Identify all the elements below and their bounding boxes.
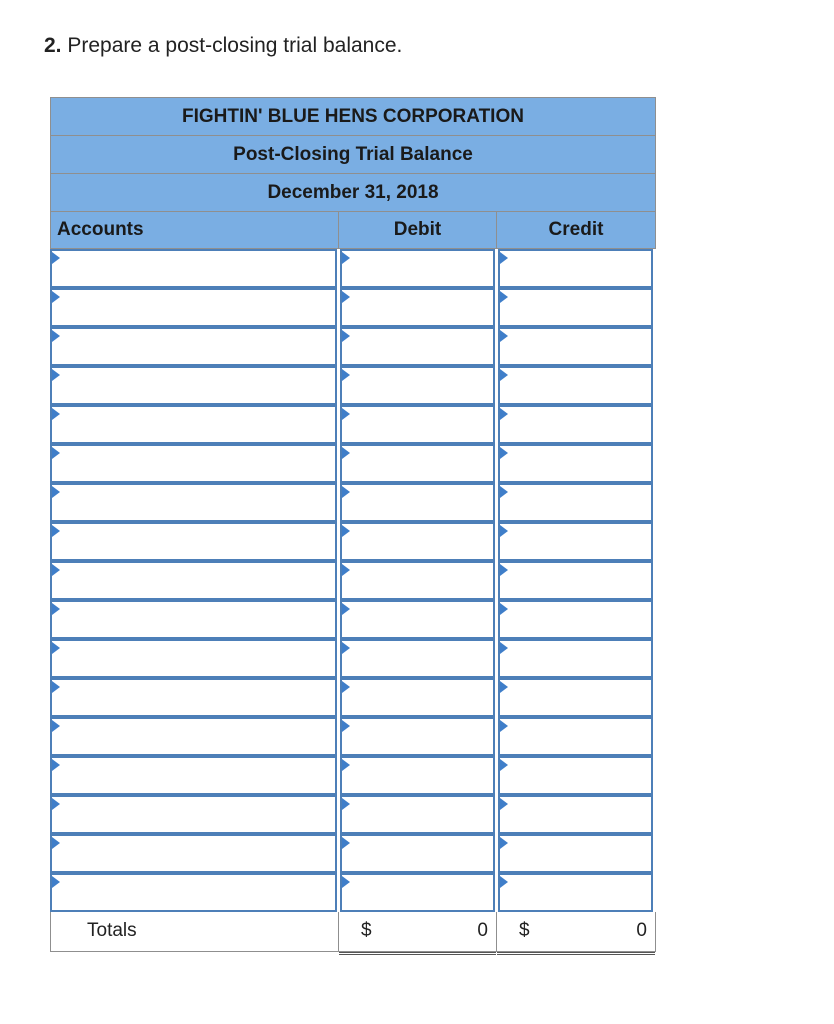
account-input[interactable] bbox=[52, 797, 335, 832]
account-input[interactable] bbox=[52, 680, 335, 715]
entry-row bbox=[50, 483, 656, 522]
credit-input-cell bbox=[498, 873, 653, 912]
entry-rows bbox=[50, 249, 656, 912]
entry-row bbox=[50, 834, 656, 873]
credit-input[interactable] bbox=[500, 641, 651, 676]
account-input-cell bbox=[50, 873, 337, 912]
debit-input[interactable] bbox=[342, 758, 493, 793]
credit-input-cell bbox=[498, 717, 653, 756]
account-input-cell bbox=[50, 834, 337, 873]
credit-input[interactable] bbox=[500, 680, 651, 715]
credit-input-cell bbox=[498, 639, 653, 678]
account-input[interactable] bbox=[52, 407, 335, 442]
entry-row bbox=[50, 405, 656, 444]
entry-row bbox=[50, 717, 656, 756]
debit-input-cell bbox=[340, 756, 495, 795]
entry-row bbox=[50, 678, 656, 717]
company-name: FIGHTIN' BLUE HENS CORPORATION bbox=[50, 97, 656, 135]
credit-input[interactable] bbox=[500, 329, 651, 364]
debit-input-cell bbox=[340, 483, 495, 522]
account-input-cell bbox=[50, 717, 337, 756]
credit-column-header: Credit bbox=[548, 219, 604, 240]
credit-input-cell bbox=[498, 678, 653, 717]
account-input[interactable] bbox=[52, 641, 335, 676]
totals-row bbox=[50, 912, 656, 952]
account-input-cell bbox=[50, 561, 337, 600]
debit-input-cell bbox=[340, 678, 495, 717]
account-input-cell bbox=[50, 405, 337, 444]
debit-input-cell bbox=[340, 600, 495, 639]
account-input-cell bbox=[50, 756, 337, 795]
credit-input-cell bbox=[498, 405, 653, 444]
account-input[interactable] bbox=[52, 758, 335, 793]
accounts-column-header: Accounts bbox=[51, 212, 339, 248]
account-input-cell bbox=[50, 678, 337, 717]
debit-input-cell bbox=[340, 795, 495, 834]
entry-row bbox=[50, 366, 656, 405]
credit-input[interactable] bbox=[500, 719, 651, 754]
account-input[interactable] bbox=[52, 524, 335, 559]
credit-total-cell bbox=[497, 912, 655, 951]
credit-input-cell bbox=[498, 288, 653, 327]
debit-input-cell bbox=[340, 639, 495, 678]
entry-row bbox=[50, 873, 656, 912]
account-input[interactable] bbox=[52, 719, 335, 754]
debit-input-cell bbox=[340, 327, 495, 366]
account-input[interactable] bbox=[52, 875, 335, 910]
debit-total-currency: $ bbox=[361, 920, 372, 941]
debit-input[interactable] bbox=[342, 290, 493, 325]
credit-input[interactable] bbox=[500, 758, 651, 793]
debit-input[interactable] bbox=[342, 563, 493, 598]
debit-input-cell bbox=[340, 717, 495, 756]
credit-input[interactable] bbox=[500, 797, 651, 832]
account-input-cell bbox=[50, 795, 337, 834]
entry-row bbox=[50, 600, 656, 639]
account-input-cell bbox=[50, 327, 337, 366]
column-header-row bbox=[50, 211, 656, 249]
debit-input[interactable] bbox=[342, 329, 493, 364]
entry-row bbox=[50, 249, 656, 288]
statement-title: Post-Closing Trial Balance bbox=[50, 135, 656, 173]
account-input[interactable] bbox=[52, 563, 335, 598]
credit-input-cell bbox=[498, 483, 653, 522]
entry-row bbox=[50, 561, 656, 600]
account-input-cell bbox=[50, 639, 337, 678]
debit-input[interactable] bbox=[342, 485, 493, 520]
credit-input-cell bbox=[498, 444, 653, 483]
credit-input-cell bbox=[498, 756, 653, 795]
debit-input[interactable] bbox=[342, 680, 493, 715]
account-input-cell bbox=[50, 444, 337, 483]
account-input-cell bbox=[50, 288, 337, 327]
account-input[interactable] bbox=[52, 602, 335, 637]
debit-input[interactable] bbox=[342, 797, 493, 832]
account-input[interactable] bbox=[52, 446, 335, 481]
account-input[interactable] bbox=[52, 368, 335, 403]
credit-input-cell bbox=[498, 327, 653, 366]
credit-input-cell bbox=[498, 522, 653, 561]
credit-input[interactable] bbox=[500, 446, 651, 481]
debit-input[interactable] bbox=[342, 251, 493, 286]
entry-row bbox=[50, 639, 656, 678]
debit-input-cell bbox=[340, 561, 495, 600]
credit-total-value: 0 bbox=[636, 920, 647, 941]
credit-input-cell bbox=[498, 249, 653, 288]
debit-input-cell bbox=[340, 873, 495, 912]
debit-input-cell bbox=[340, 444, 495, 483]
credit-double-underline bbox=[497, 952, 655, 955]
account-input-cell bbox=[50, 483, 337, 522]
entry-row bbox=[50, 795, 656, 834]
trial-balance-worksheet bbox=[50, 97, 656, 952]
account-input[interactable] bbox=[52, 836, 335, 871]
credit-input-cell bbox=[498, 366, 653, 405]
question-number: 2. bbox=[44, 34, 62, 57]
account-input[interactable] bbox=[52, 485, 335, 520]
credit-input[interactable] bbox=[500, 875, 651, 910]
credit-input[interactable] bbox=[500, 368, 651, 403]
credit-input[interactable] bbox=[500, 836, 651, 871]
debit-input[interactable] bbox=[342, 524, 493, 559]
debit-input[interactable] bbox=[342, 446, 493, 481]
debit-input-cell bbox=[340, 288, 495, 327]
credit-input[interactable] bbox=[500, 251, 651, 286]
credit-input[interactable] bbox=[500, 602, 651, 637]
credit-input-cell bbox=[498, 561, 653, 600]
entry-row bbox=[50, 522, 656, 561]
debit-input-cell bbox=[340, 405, 495, 444]
credit-total-currency: $ bbox=[519, 920, 530, 941]
credit-input[interactable] bbox=[500, 524, 651, 559]
question-prompt bbox=[44, 33, 402, 59]
credit-input[interactable] bbox=[500, 485, 651, 520]
debit-column-header: Debit bbox=[339, 212, 497, 248]
debit-input[interactable] bbox=[342, 368, 493, 403]
credit-input-cell bbox=[498, 795, 653, 834]
debit-input[interactable] bbox=[342, 641, 493, 676]
credit-input[interactable] bbox=[500, 407, 651, 442]
account-input-cell bbox=[50, 249, 337, 288]
entry-row bbox=[50, 288, 656, 327]
credit-input[interactable] bbox=[500, 563, 651, 598]
question-text: Prepare a post-closing trial balance. bbox=[67, 34, 403, 57]
account-input-cell bbox=[50, 600, 337, 639]
account-input[interactable] bbox=[52, 290, 335, 325]
account-input-cell bbox=[50, 522, 337, 561]
debit-total-value: 0 bbox=[477, 920, 488, 941]
totals-label: Totals bbox=[51, 912, 339, 951]
statement-date: December 31, 2018 bbox=[50, 173, 656, 211]
credit-input-cell bbox=[498, 600, 653, 639]
debit-input-cell bbox=[340, 249, 495, 288]
debit-total-cell bbox=[339, 912, 497, 951]
credit-input-cell bbox=[498, 834, 653, 873]
debit-input[interactable] bbox=[342, 875, 493, 910]
debit-double-underline bbox=[339, 952, 496, 955]
debit-input[interactable] bbox=[342, 602, 493, 637]
account-input-cell bbox=[50, 366, 337, 405]
debit-input-cell bbox=[340, 366, 495, 405]
entry-row bbox=[50, 327, 656, 366]
debit-input-cell bbox=[340, 834, 495, 873]
credit-input[interactable] bbox=[500, 290, 651, 325]
debit-input[interactable] bbox=[342, 719, 493, 754]
entry-row bbox=[50, 756, 656, 795]
account-input[interactable] bbox=[52, 329, 335, 364]
account-input[interactable] bbox=[52, 251, 335, 286]
debit-input[interactable] bbox=[342, 836, 493, 871]
debit-input[interactable] bbox=[342, 407, 493, 442]
debit-input-cell bbox=[340, 522, 495, 561]
entry-row bbox=[50, 444, 656, 483]
